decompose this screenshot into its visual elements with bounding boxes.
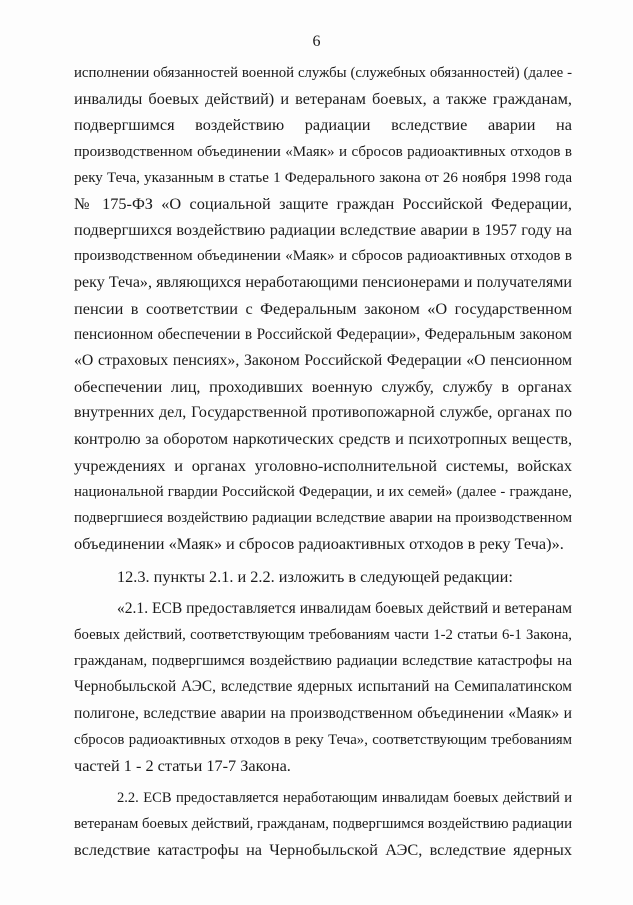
text-line: инвалиды боевых действий) и ветеранам боевых, а также гражданам,	[74, 89, 572, 109]
text-line: национальной гвардии Российской Федерации, и их семей» (далее - граждане,	[74, 484, 572, 500]
text-line: подвергшихся воздействию радиации вследствие аварии в 1957 году на	[74, 220, 572, 240]
text-line: производственном объединении «Маяк» и сбросов радиоактивных отходов в	[74, 248, 572, 265]
text-line: 2.2. ЕСВ предоставляется неработающим инвалидам боевых действий и	[117, 790, 572, 807]
text-line: реку Теча», являющихся неработающими пенсионерами и получателями	[74, 273, 572, 291]
text-line: полигоне, вследствие аварии на производственном объединении «Маяк» и	[74, 704, 572, 722]
text-line: гражданам, подвергшимся воздействию радиации вследствие катастрофы на	[74, 653, 572, 670]
document-body	[74, 60, 572, 864]
text-line: частей 1 - 2 статьи 17-7 Закона.	[74, 755, 291, 775]
text-line: учреждениях и органах уголовно-исполнительной системы, войсках	[74, 455, 572, 475]
text-line: производственном объединении «Маяк» и сбросов радиоактивных отходов в	[74, 143, 572, 160]
text-line: пенсионном обеспечении в Российской Федерации», Федеральным законом	[74, 325, 572, 343]
text-line: контролю за оборотом наркотических средств и психотропных веществ,	[74, 430, 572, 448]
text-line: «О страховых пенсиях», Законом Российской Федерации «О пенсионном	[74, 352, 572, 370]
paragraph-1	[74, 564, 572, 590]
text-line: внутренних дел, Государственной противопожарной службе, органах по	[74, 404, 572, 422]
page-number: 6	[312, 33, 321, 50]
text-line: реку Теча, указанным в статье 1 Федерального закона от 26 ноября 1998 года	[74, 169, 572, 186]
text-line: пенсии в соответствии с Федеральным законом «О государственном	[74, 298, 572, 318]
paragraph-2	[74, 596, 572, 779]
text-line: объединении «Маяк» и сбросов радиоактивных отходов в реку Теча)».	[74, 534, 564, 554]
paragraph-3	[74, 785, 572, 864]
text-line: «2.1. ЕСВ предоставляется инвалидам боевых действий и ветеранам	[117, 599, 572, 617]
text-line: вследствие катастрофы на Чернобыльской АЭС, вследствие ядерных	[74, 840, 572, 860]
text-line: № 175-ФЗ «О социальной защите граждан Российской Федерации,	[74, 193, 572, 213]
text-line: подвергшимся воздействию радиации вследствие аварии на	[74, 115, 572, 135]
paragraph-0	[74, 60, 572, 558]
text-line: сбросов радиоактивных отходов в реку Теча», соответствующим требованиям	[74, 731, 572, 748]
text-line: обеспечении лиц, проходивших военную службу, службу в органах	[74, 377, 572, 397]
text-line: 12.3. пункты 2.1. и 2.2. изложить в следующей редакции:	[117, 566, 513, 586]
text-line: исполнении обязанностей военной службы (служебных обязанностей) (далее -	[74, 65, 572, 81]
text-line: подвергшиеся воздействию радиации вследствие аварии на производственном	[74, 510, 572, 527]
text-line: боевых действий, соответствующим требованиям части 1-2 статьи 6-1 Закона,	[74, 626, 572, 643]
text-line: ветеранам боевых действий, гражданам, подвергшимся воздействию радиации	[74, 816, 572, 833]
text-line: Чернобыльской АЭС, вследствие ядерных испытаний на Семипалатинском	[74, 678, 572, 696]
